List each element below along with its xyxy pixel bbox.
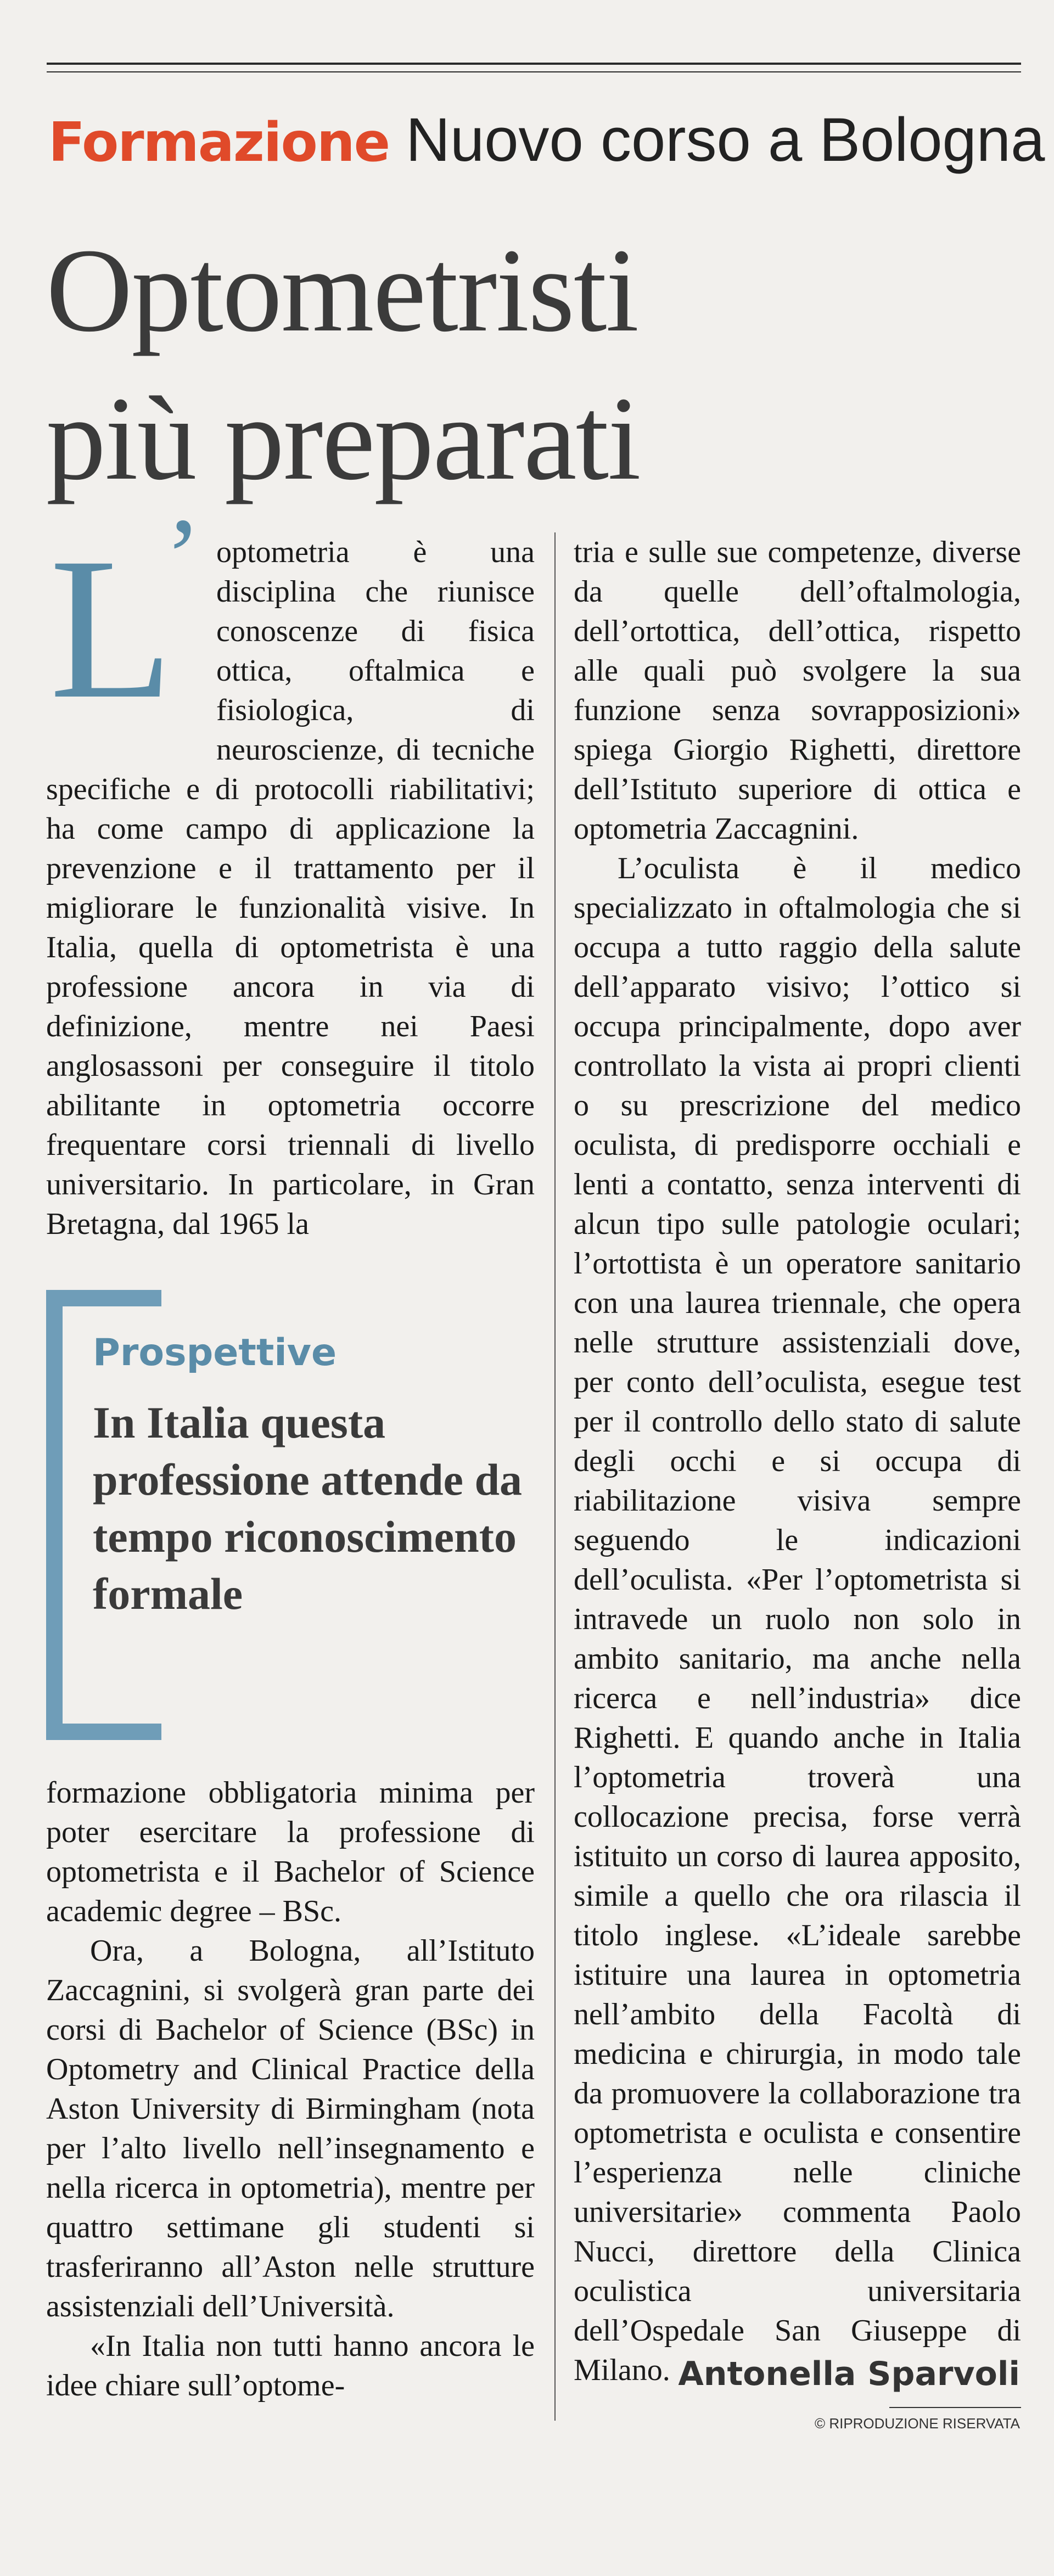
- copyright-notice: © RIPRODUZIONE RISERVATA: [814, 2415, 1020, 2432]
- column-separator: [554, 532, 556, 2421]
- pull-quote-box: [46, 1290, 535, 1740]
- pull-quote-label: Prospettive: [93, 1331, 337, 1374]
- article-col1-top-wrap: [46, 516, 535, 1241]
- article-col1-para-2: Ora, a Bologna, all’Istituto Zaccagnini, si svolgerà gran parte dei corsi di Bachelor of Science (BSc) in Optometry and Clinical Practice della Aston University di Birmingham (nota per l’alto livello nell’insegnamento e nella ricerca in optometria), mentre per quattro settimane gli studenti si trasferiranno all’Aston nelle strutture assistenziali dell’Università.: [46, 1934, 535, 2324]
- section-label: Formazione: [48, 111, 390, 174]
- article-col1-text: optometria è una disciplina che riunisce conoscenze di fisica ottica, oftalmica e fisiologica, di neuroscienze, di tecniche specifiche e di protocolli riabilitativi; ha come campo di applicazione la prevenzione e il trattamento per il migliorare le funzionalità visive. In Italia, quella di optometrista è una professione ancora in via di definizione, mentre nei Paesi anglosassoni per conseguire il titolo abilitante in optometria occorre frequentare corsi triennali di livello universitario. In particolare, in Gran Bretagna, dal 1965 la: [46, 535, 535, 1241]
- article-col1-para-1: formazione obbligatoria minima per poter esercitare la professione di optometrista e il Bachelor of Science academic degree – BSc.: [46, 1776, 535, 1928]
- drop-cap-apostrophe: ’: [165, 496, 201, 618]
- pull-quote-bracket-bottom: [46, 1724, 161, 1740]
- drop-cap: L: [49, 516, 174, 741]
- article-col2-para-1: tria e sulle sue competenze, diverse da quelle dell’oftalmologia, dell’ortottica, dell’ottica, rispetto alle quali può svolgere la sua funzione senza sovrapposizioni» spiega Giorgio Righetti, direttore dell’Istituto superiore di ottica e optometria Zaccagnini.: [574, 535, 1021, 846]
- byline: Antonella Sparvoli: [678, 2355, 1020, 2393]
- article-col1-para-3: «In Italia non tutti hanno ancora le idee chiare sull’optome-: [46, 2329, 535, 2403]
- byline-rule: [889, 2407, 1021, 2408]
- kicker: [48, 99, 1045, 181]
- pull-quote-bracket-left: [46, 1290, 63, 1740]
- article-col2-para-2: L’oculista è il medico specializzato in oftalmologia che si occupa a tutto raggio della salute dell’apparato visivo; l’ottico si occupa principalmente, dopo aver controllato la vista ai propri clienti o su prescrizione del medico oculista, di predisporre occhiali e lenti a contatto, senza interventi di alcun tipo sulle patologie oculari; l’ortottista è un operatore sanitario con una laurea triennale, che opera nelle strutture assistenziali dove, per conto dell’oculista, esegue test per il controllo dello stato di salute degli occhi e si occupa di riabilitazione visiva sempre seguendo le indicazioni dell’oculista. «Per l’optometrista si intravede un ruolo non solo in ambito sanitario, ma anche nella ricerca e nell’industria» dice Righetti. E quando anche in Italia l’optometria troverà una collocazione precisa, forse verrà istituito un corso di laurea apposito, simile a quello che ora rilascia il titolo inglese. «L’ideale sarebbe istituire una laurea in optometria nell’ambito della Facoltà di medicina e chirurgia, in modo tale da promuovere la collaborazione tra optometrista e oculista e consentire l’esperienza nelle cliniche universitarie» commenta Paolo Nucci, direttore della Clinica oculistica universitaria dell’Ospedale San Giuseppe di Milano.: [574, 851, 1021, 2387]
- article-col1-bottom: [46, 1773, 535, 2410]
- headline-line-1: Optometristi: [46, 225, 638, 357]
- top-rule-thin: [47, 71, 1021, 72]
- dropcap-space: [46, 516, 216, 757]
- pull-quote-bracket-top: [46, 1290, 161, 1306]
- headline: [46, 217, 979, 513]
- headline-line-2: più preparati: [46, 373, 640, 505]
- article-col1-text-full: [46, 516, 535, 1244]
- kicker-subtitle: Nuovo corso a Bologna: [406, 105, 1045, 174]
- pull-quote-text: In Italia questa professione attende da tempo riconoscimento formale: [93, 1398, 523, 1619]
- top-rule: [47, 63, 1021, 65]
